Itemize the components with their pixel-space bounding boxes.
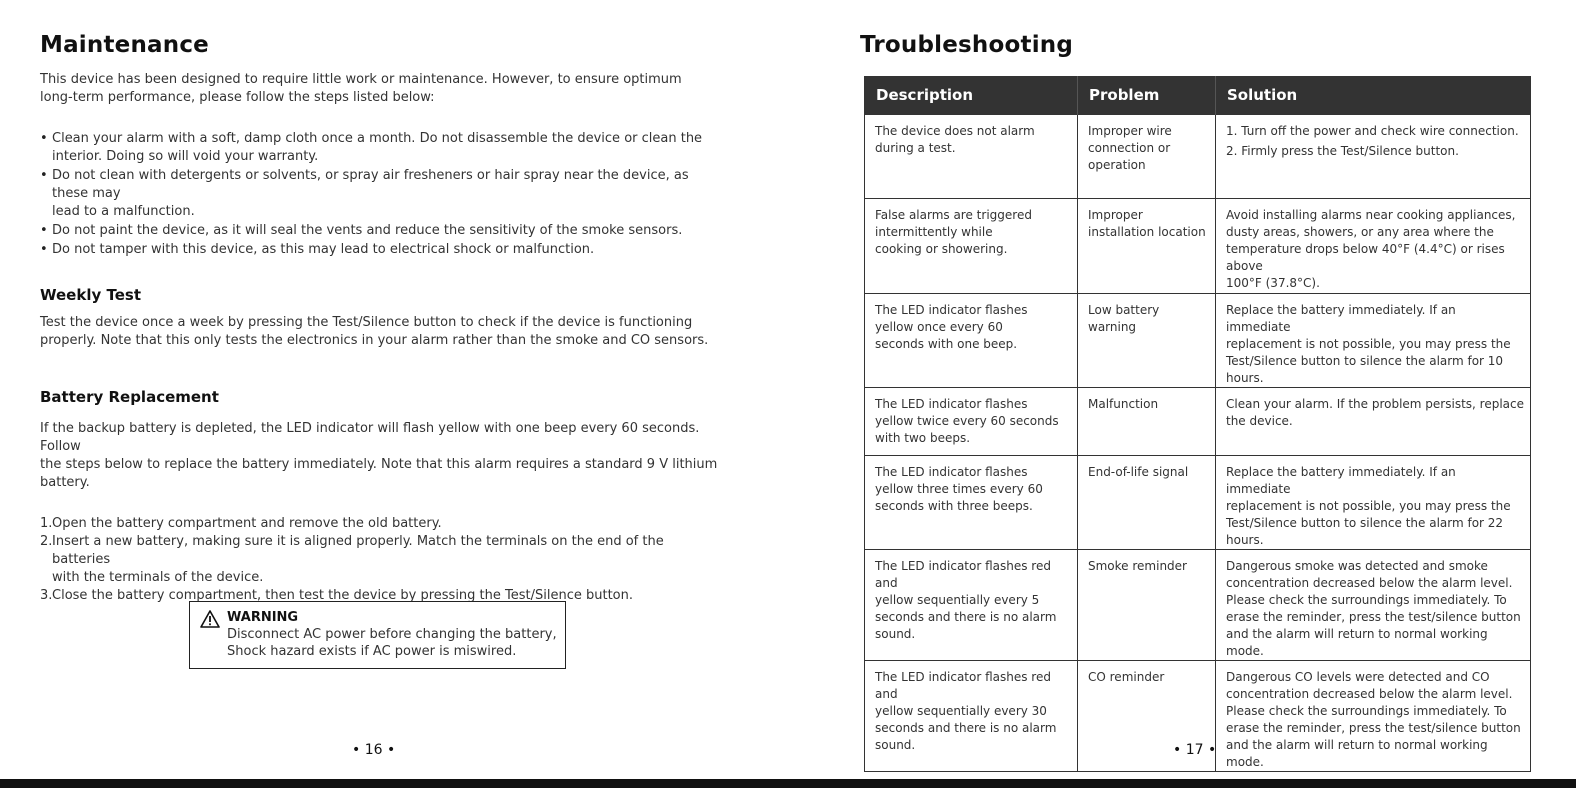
page-number-right: • 17 • — [1173, 742, 1217, 758]
problem-cell — [1078, 388, 1216, 456]
cell-line: operation — [1088, 158, 1146, 172]
cell-line: sound. — [875, 627, 916, 641]
cell-line: dusty areas, showers, or any area where the — [1226, 225, 1494, 239]
cell-line: and the alarm will return to normal working mode. — [1226, 627, 1488, 658]
cell-line: seconds and there is no alarm — [875, 721, 1057, 735]
warning-box — [189, 601, 566, 669]
problem-cell — [1078, 550, 1216, 661]
troubleshooting-table — [864, 76, 1531, 772]
step-number: 3. — [40, 588, 53, 603]
text-line: battery. — [40, 475, 90, 490]
description-cell — [865, 115, 1078, 199]
step-line: Insert a new battery, making sure it is aligned properly. Match the terminals on the end of the batteries — [52, 534, 664, 567]
header-description: Description — [865, 76, 1078, 115]
solution-cell — [1216, 456, 1531, 550]
solution-cell — [1216, 294, 1531, 388]
problem-cell — [1078, 115, 1216, 199]
cell-line: erase the reminder, press the test/silence button — [1226, 610, 1521, 624]
description-cell — [865, 294, 1078, 388]
cell-line: cooking or showering. — [875, 242, 1008, 256]
cell-line: warning — [1088, 320, 1137, 334]
bullet-line: • Clean your alarm with a soft, damp cloth once a month. Do not disassemble the device or clean the — [52, 131, 703, 146]
cell-line: The LED indicator flashes red and — [875, 559, 1051, 590]
cell-line: Smoke reminder — [1088, 559, 1187, 573]
warning-title: WARNING — [227, 610, 299, 625]
cell-line: False alarms are triggered — [875, 208, 1032, 222]
cell-line: yellow three times every 60 — [875, 482, 1043, 496]
bullet-line: interior. Doing so will void your warranty. — [52, 149, 319, 164]
cell-line: 2. Firmly press the Test/Silence button. — [1226, 144, 1459, 158]
cell-line: Please check the surroundings immediately. To — [1226, 704, 1507, 718]
troubleshooting-title: Troubleshooting — [860, 32, 1074, 58]
bullet-line: • Do not tamper with this device, as this may lead to electrical shock or malfunction. — [52, 242, 595, 257]
cell-line: Improper wire — [1088, 124, 1172, 138]
cell-line: concentration decreased below the alarm level. — [1226, 576, 1513, 590]
cell-line: the device. — [1226, 414, 1293, 428]
cell-line: yellow once every 60 — [875, 320, 1003, 334]
step-line: with the terminals of the device. — [52, 570, 264, 585]
text-line: properly. Note that this only tests the electronics in your alarm rather than the smoke and CO sensors. — [40, 333, 709, 348]
cell-line: The LED indicator flashes — [875, 303, 1028, 317]
cell-line: temperature drops below 40°F (4.4°C) or rises above — [1226, 242, 1505, 273]
description-cell — [865, 456, 1078, 550]
cell-line: Dangerous smoke was detected and smoke — [1226, 559, 1488, 573]
text-line: If the backup battery is depleted, the LED indicator will flash yellow with one beep every 60 seconds. Follow — [40, 421, 700, 454]
cell-line: Test/Silence button to silence the alarm for 10 hours. — [1226, 354, 1504, 385]
weekly-test-text — [40, 314, 720, 350]
cell-line: yellow sequentially every 30 — [875, 704, 1047, 718]
warning-triangle-icon — [200, 610, 220, 628]
cell-line: Dangerous CO levels were detected and CO — [1226, 670, 1490, 684]
troubleshooting-table-body — [865, 115, 1531, 772]
problem-cell — [1078, 456, 1216, 550]
solution-cell — [1216, 661, 1531, 772]
bullet-item — [40, 130, 720, 166]
cell-line: Improper — [1088, 208, 1143, 222]
solution-cell — [1216, 388, 1531, 456]
bullet-line: • Do not clean with detergents or solvents, or spray air fresheners or hair spray near the device, as these may — [52, 168, 689, 201]
text-line: the steps below to replace the battery immediately. Note that this alarm requires a standard 9 V lithium — [40, 457, 718, 472]
bullet-line: lead to a malfunction. — [52, 204, 195, 219]
problem-cell — [1078, 199, 1216, 294]
table-row — [865, 388, 1531, 456]
cell-line: CO reminder — [1088, 670, 1165, 684]
maintenance-intro — [40, 71, 720, 107]
cell-line: The device does not alarm — [875, 124, 1035, 138]
cell-line: Please check the surroundings immediately. To — [1226, 593, 1507, 607]
cell-line: Test/Silence button to silence the alarm for 22 hours. — [1226, 516, 1504, 547]
description-cell — [865, 388, 1078, 456]
cell-line: erase the reminder, press the test/silence button — [1226, 721, 1521, 735]
cell-line: concentration decreased below the alarm level. — [1226, 687, 1513, 701]
cell-line: seconds with three beeps. — [875, 499, 1033, 513]
table-row — [865, 199, 1531, 294]
cell-line: yellow twice every 60 seconds — [875, 414, 1059, 428]
header-solution: Solution — [1216, 76, 1531, 115]
maintenance-bullet-list — [40, 130, 720, 259]
step-item — [40, 515, 720, 533]
cell-line: Replace the battery immediately. If an immediate — [1226, 303, 1456, 334]
cell-line: replacement is not possible, you may press the — [1226, 499, 1511, 513]
bullet-item — [40, 241, 720, 259]
table-row — [865, 550, 1531, 661]
description-cell — [865, 199, 1078, 294]
solution-cell — [1216, 550, 1531, 661]
cell-line: End-of-life signal — [1088, 465, 1189, 479]
cell-line: 100°F (37.8°C). — [1226, 276, 1320, 290]
cell-line: seconds and there is no alarm — [875, 610, 1057, 624]
bullet-item — [40, 222, 720, 240]
cell-line: seconds with one beep. — [875, 337, 1018, 351]
cell-line: with two beeps. — [875, 431, 971, 445]
cell-line: replacement is not possible, you may press the — [1226, 337, 1511, 351]
cell-line: Low battery — [1088, 303, 1160, 317]
cell-line: Malfunction — [1088, 397, 1159, 411]
header-problem: Problem — [1078, 76, 1216, 115]
warning-line: Shock hazard exists if AC power is miswired. — [227, 644, 517, 659]
cell-line: connection or — [1088, 141, 1171, 155]
step-number: 1. — [40, 516, 53, 531]
cell-line: and the alarm will return to normal working mode. — [1226, 738, 1488, 769]
problem-cell — [1078, 294, 1216, 388]
cell-line: during a test. — [875, 141, 956, 155]
cell-line: 1. Turn off the power and check wire connection. — [1226, 124, 1519, 138]
cell-line: sound. — [875, 738, 916, 752]
battery-replacement-title: Battery Replacement — [40, 388, 219, 406]
step-line: Close the battery compartment, then test the device by pressing the Test/Silence button. — [52, 588, 634, 603]
solution-cell — [1216, 115, 1531, 199]
table-row — [865, 115, 1531, 199]
text-line: Test the device once a week by pressing the Test/Silence button to check if the device is functioning — [40, 315, 693, 330]
intro-line: This device has been designed to require little work or maintenance. However, to ensure optimum — [40, 72, 682, 87]
cell-line: Replace the battery immediately. If an immediate — [1226, 465, 1456, 496]
step-item — [40, 533, 720, 587]
step-line: Open the battery compartment and remove the old battery. — [52, 516, 442, 531]
cell-line: yellow sequentially every 5 — [875, 593, 1040, 607]
solution-cell — [1216, 199, 1531, 294]
step-number: 2. — [40, 534, 53, 549]
cell-line: The LED indicator flashes — [875, 465, 1028, 479]
description-cell — [865, 550, 1078, 661]
weekly-test-title: Weekly Test — [40, 286, 141, 304]
table-row — [865, 294, 1531, 388]
cell-line: The LED indicator flashes — [875, 397, 1028, 411]
warning-line: Disconnect AC power before changing the battery, — [227, 627, 557, 642]
cell-line: installation location — [1088, 225, 1206, 239]
bullet-item — [40, 167, 720, 221]
bullet-line: • Do not paint the device, as it will seal the vents and reduce the sensitivity of the smoke sensors. — [52, 223, 683, 238]
battery-replacement-text — [40, 420, 720, 492]
page-number-left: • 16 • — [352, 742, 396, 758]
cell-line: Avoid installing alarms near cooking appliances, — [1226, 208, 1516, 222]
cell-line: The LED indicator flashes red and — [875, 670, 1051, 701]
maintenance-title: Maintenance — [40, 32, 209, 58]
cell-line: intermittently while — [875, 225, 993, 239]
table-row — [865, 456, 1531, 550]
cell-line: Clean your alarm. If the problem persists, replace — [1226, 397, 1524, 411]
description-cell — [865, 661, 1078, 772]
battery-steps-list — [40, 515, 720, 605]
maintenance-page — [40, 32, 720, 605]
bottom-edge-bar — [0, 779, 1576, 788]
intro-line: long-term performance, please follow the steps listed below: — [40, 90, 435, 105]
table-header-row — [865, 76, 1531, 115]
